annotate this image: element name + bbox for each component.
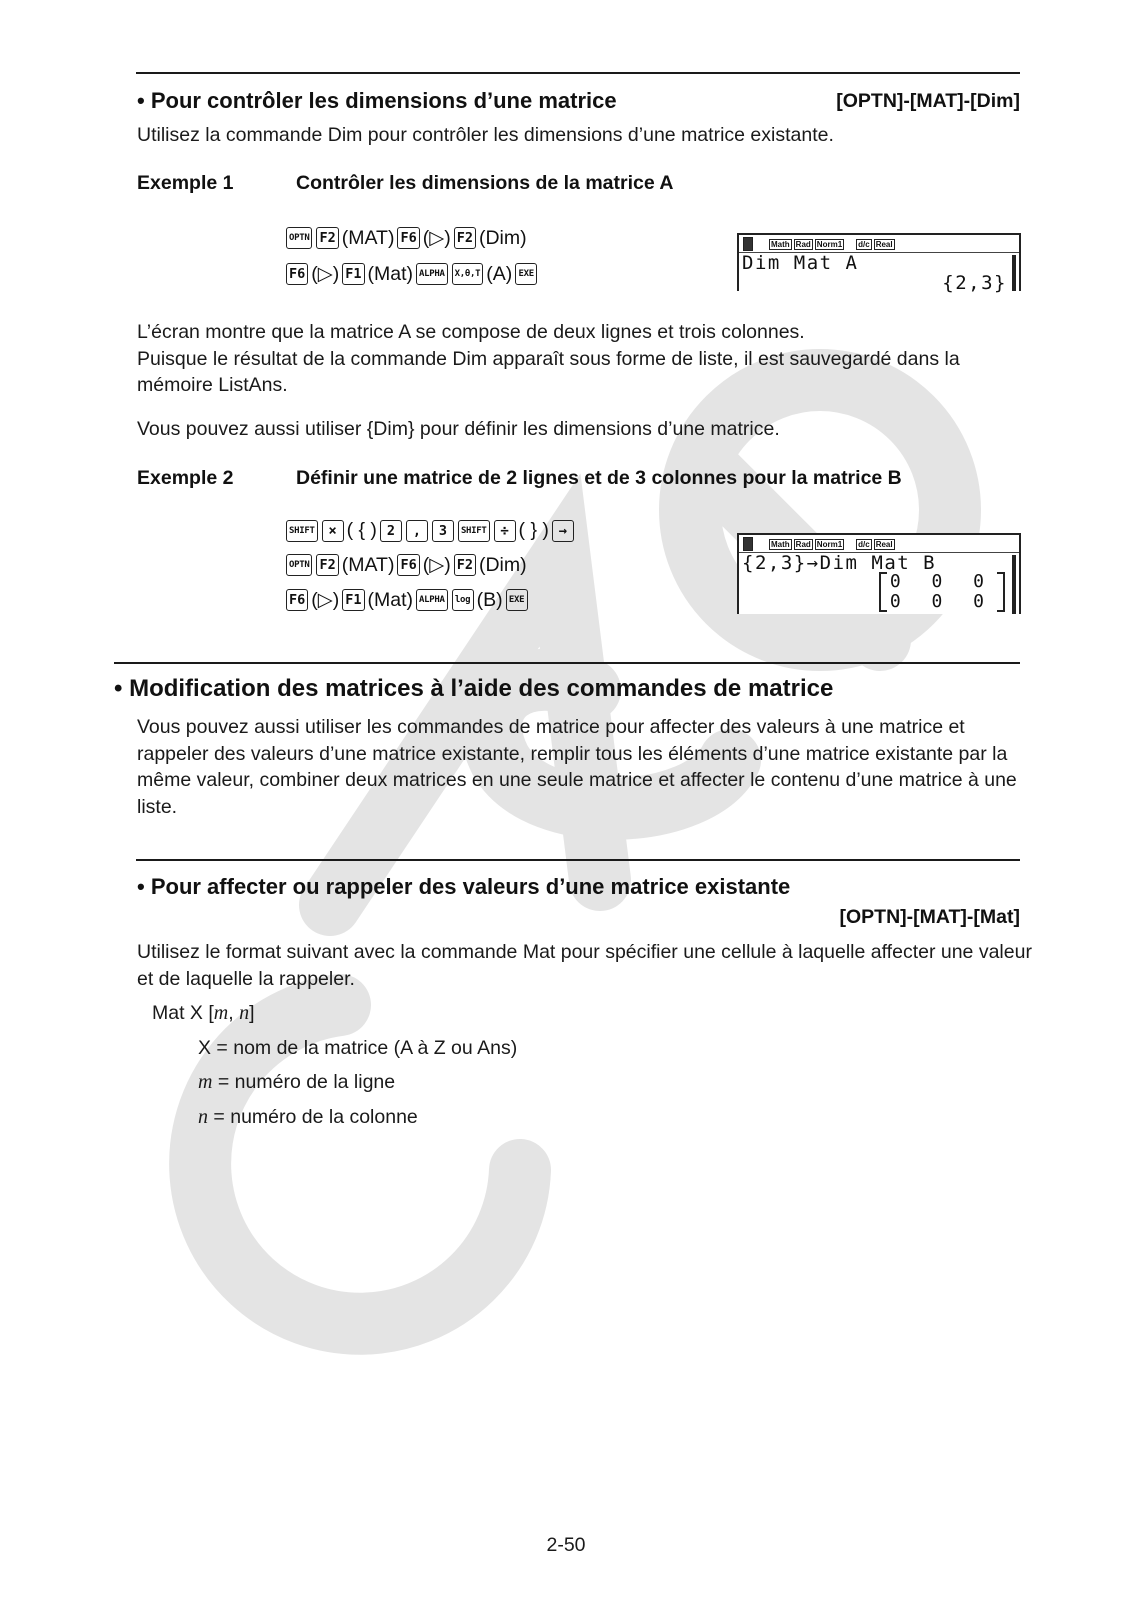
left-brace-label: ( { ) (346, 519, 377, 541)
f2-key: F2 (454, 554, 476, 576)
f6-key: F6 (397, 554, 419, 576)
status-bar (743, 537, 895, 551)
shift-key: SHIFT (458, 520, 490, 542)
status-dc: d/c (858, 239, 870, 249)
battery-icon (743, 537, 753, 551)
section2-body: Vous pouvez aussi utiliser les commandes de matrice pour affecter des valeurs à une matrice et rappeler des valeurs d’une matrice existante, remplir tous les éléments d’une matrice existante par la même valeur, combiner deux matrices en une seule matrice et affecter le contenu d’une matrice à une liste. (137, 716, 1017, 818)
a-label: (A) (486, 262, 513, 285)
format-n-var: n (239, 1002, 250, 1024)
status-real: Real (875, 239, 893, 249)
definition-n: n = numéro de la colonne (198, 1106, 418, 1128)
example2-keys-row3 (284, 588, 530, 612)
assign-arrow-key: → (552, 520, 574, 542)
f1-key: F1 (342, 589, 364, 611)
bullet: • (114, 675, 123, 702)
status-real: Real (875, 539, 893, 549)
definition-m: m = numéro de la ligne (198, 1071, 396, 1093)
optn-key: OPTN (286, 554, 312, 576)
section1-heading (137, 88, 617, 114)
section1-intro: Utilisez la commande Dim pour contrôler les dimensions d’une matrice existante. (137, 124, 834, 146)
screen-result: {2,3} (942, 272, 1007, 294)
divide-key: ÷ (494, 520, 516, 542)
status-bar (743, 237, 895, 251)
mat-lower-label: (Mat) (367, 262, 414, 285)
f2-key: F2 (316, 554, 338, 576)
matrix-row-1: 0 0 0 (889, 571, 994, 592)
alpha-key: ALPHA (416, 589, 448, 611)
screen-input-line: Dim Mat A (742, 252, 859, 274)
def-n-var: n (198, 1106, 208, 1128)
status-norm: Norm1 (816, 239, 843, 249)
b-label: (B) (476, 588, 503, 611)
x-theta-t-key: X,θ,T (452, 263, 484, 285)
two-key: 2 (380, 520, 402, 542)
three-key: 3 (432, 520, 454, 542)
right-brace-label: ( } ) (518, 519, 549, 541)
def-m-var: m (198, 1071, 213, 1093)
paragraph1 (137, 319, 1037, 399)
example2-label: Exemple 2 (137, 467, 234, 489)
f6-key: F6 (286, 263, 308, 285)
example2-title: Définir une matrice de 2 lignes et de 3 colonnes pour la matrice B (296, 467, 902, 489)
bullet: • (137, 88, 145, 113)
matrix-cell-format: Mat X [m, n] (152, 1002, 255, 1024)
example2-calculator-screen (737, 533, 1021, 614)
status-rad: Rad (795, 539, 811, 549)
example1-calculator-screen (737, 233, 1021, 294)
screen-result-matrix (879, 572, 1005, 612)
example2-keys-row2 (284, 553, 528, 577)
triangle-label: (▷) (422, 554, 451, 576)
paragraph1-line1: L’écran montre que la matrice A se compose de deux lignes et trois colonnes. (137, 321, 805, 343)
section1-keys-ref: [OPTN]-[MAT]-[Dim] (836, 90, 1020, 112)
section2-title: Modification des matrices à l’aide des commandes de matrice (129, 675, 834, 702)
section2-heading (114, 675, 833, 703)
section2-top-rule (114, 662, 1020, 664)
definition-x: X = nom de la matrice (A à Z ou Ans) (198, 1037, 518, 1059)
log-key: log (452, 589, 474, 611)
mat-lower-label: (Mat) (367, 588, 414, 611)
times-key: × (322, 520, 344, 542)
f1-key: F1 (342, 263, 364, 285)
f2-key: F2 (316, 227, 338, 249)
status-rad: Rad (795, 239, 811, 249)
screen-scrollbar (1012, 255, 1016, 291)
status-math: Math (771, 539, 790, 549)
exe-key: EXE (506, 589, 528, 611)
matrix-row-2: 0 0 0 (889, 591, 994, 612)
status-dc: d/c (858, 539, 870, 549)
example1-label: Exemple 1 (137, 172, 234, 194)
dim-label: (Dim) (478, 226, 527, 249)
comma-key: , (406, 520, 428, 542)
mat-label: (MAT) (341, 226, 395, 249)
mat-label: (MAT) (341, 553, 395, 576)
example1-title: Contrôler les dimensions de la matrice A (296, 172, 674, 194)
example1-keys-row2 (284, 262, 539, 286)
example1-keys-row1 (284, 226, 528, 250)
shift-key: SHIFT (286, 520, 318, 542)
bullet: • (137, 874, 145, 899)
optn-key: OPTN (286, 227, 312, 249)
screen-scrollbar (1012, 555, 1016, 614)
alpha-key: ALPHA (416, 263, 448, 285)
matrix-left-bracket (879, 572, 887, 612)
paragraph1-line2: Puisque le résultat de la commande Dim apparaît sous forme de liste, il est sauvegardé dans la mémoire ListAns. (137, 347, 960, 396)
triangle-label: (▷) (422, 227, 451, 249)
matrix-right-bracket (997, 572, 1005, 612)
status-math: Math (771, 239, 790, 249)
f6-key: F6 (397, 227, 419, 249)
section3-keys-ref: [OPTN]-[MAT]-[Mat] (839, 906, 1020, 928)
status-norm: Norm1 (816, 539, 843, 549)
section3-top-rule (136, 859, 1020, 861)
exe-key: EXE (515, 263, 537, 285)
section3-title: Pour affecter ou rappeler des valeurs d’une matrice existante (150, 874, 791, 899)
f2-key: F2 (454, 227, 476, 249)
battery-icon (743, 237, 753, 251)
format-m-var: m (213, 1002, 229, 1024)
example2-keys-row1 (284, 519, 576, 542)
section3-heading (137, 874, 790, 900)
screen-input-line: {2,3}→Dim Mat B (742, 552, 937, 574)
section1-title: Pour contrôler les dimensions d’une matrice (150, 88, 617, 113)
page-number: 2-50 (546, 1534, 586, 1556)
triangle-label: (▷) (311, 589, 340, 611)
triangle-label: (▷) (311, 263, 340, 285)
paragraph2: Vous pouvez aussi utiliser {Dim} pour définir les dimensions d’une matrice. (137, 418, 780, 440)
section3-body: Utilisez le format suivant avec la commande Mat pour spécifier une cellule à laquelle affecter une valeur et de laquelle la rappeler. (137, 941, 1032, 990)
dim-label: (Dim) (478, 553, 527, 576)
section1-top-rule (136, 72, 1020, 74)
f6-key: F6 (286, 589, 308, 611)
